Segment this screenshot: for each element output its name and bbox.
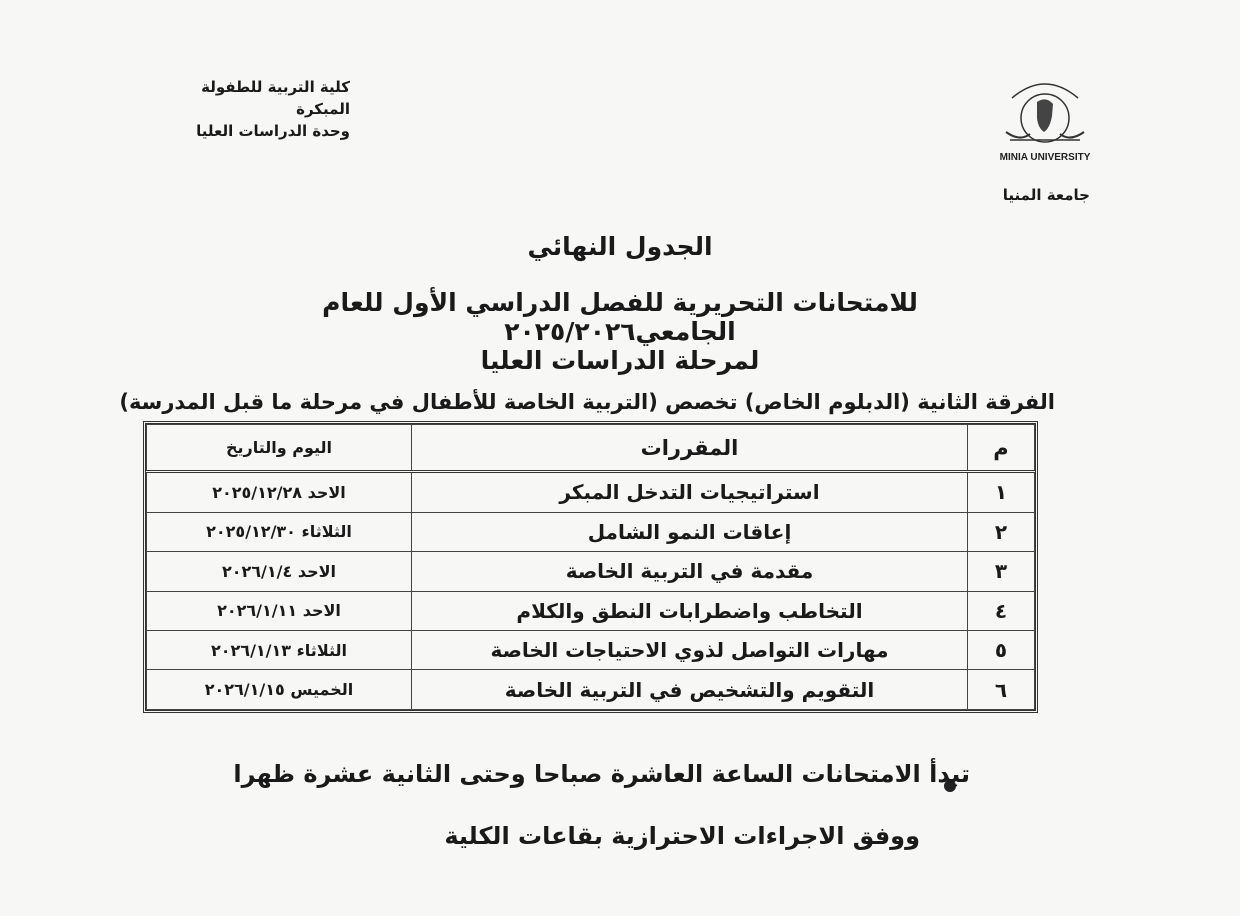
- row-course: التقويم والتشخيص في التربية الخاصة: [412, 670, 968, 710]
- table-row: [147, 512, 1035, 551]
- note-line1: تبدأ الامتحانات الساعة العاشرة صباحا وحتى الثانية عشرة ظهرا: [233, 760, 970, 788]
- row-course: إعاقات النمو الشامل: [412, 512, 968, 551]
- row-date: الاحد ٢٠٢٦/١/٤: [147, 552, 412, 591]
- table-header-row: [147, 425, 1035, 472]
- logo-text: MINIA UNIVERSITY: [999, 152, 1091, 163]
- university-logo: [990, 68, 1100, 166]
- header-course: المقررات: [412, 425, 968, 472]
- table-row: [147, 472, 1035, 513]
- row-date: الاحد ٢٠٢٥/١٢/٢٨: [147, 472, 412, 513]
- row-num: ٤: [968, 591, 1035, 630]
- university-name: جامعة المنيا: [1002, 186, 1090, 204]
- table-row: [147, 591, 1035, 630]
- row-date: الثلاثاء ٢٠٢٦/١/١٣: [147, 630, 412, 669]
- table-row: [147, 630, 1035, 669]
- note-line2: ووفق الاجراءات الاحترازية بقاعات الكلية: [444, 822, 920, 850]
- row-num: ٢: [968, 512, 1035, 551]
- table-row: [147, 552, 1035, 591]
- table-row: [147, 670, 1035, 710]
- row-course: استراتيجيات التدخل المبكر: [412, 472, 968, 513]
- row-course: مهارات التواصل لذوي الاحتياجات الخاصة: [412, 630, 968, 669]
- row-num: ٥: [968, 630, 1035, 669]
- title-line1: الجدول النهائي: [527, 232, 713, 261]
- row-course: مقدمة في التربية الخاصة: [412, 552, 968, 591]
- row-num: ٦: [968, 670, 1035, 710]
- faculty-name: كلية التربية للطفولة المبكرة: [201, 78, 350, 118]
- title-line4: الفرقة الثانية (الدبلوم الخاص) تخصص (التربية الخاصة للأطفال في مرحلة ما قبل المدرسة): [119, 390, 1055, 414]
- minia-logo-icon: [990, 68, 1100, 166]
- title-line2: للامتحانات التحريرية للفصل الدراسي الأول للعام الجامعي٢٠٢٥/٢٠٢٦: [322, 288, 918, 346]
- row-date: الثلاثاء ٢٠٢٥/١٢/٣٠: [147, 512, 412, 551]
- header-num: م: [968, 425, 1035, 472]
- unit-name: وحدة الدراسات العليا: [196, 122, 350, 140]
- row-num: ٣: [968, 552, 1035, 591]
- row-course: التخاطب واضطرابات النطق والكلام: [412, 591, 968, 630]
- row-num: ١: [968, 472, 1035, 513]
- exam-schedule-table: [143, 421, 1038, 713]
- header-date: اليوم والتاريخ: [147, 425, 412, 472]
- title-line3: لمرحلة الدراسات العليا: [480, 346, 760, 375]
- row-date: الخميس ٢٠٢٦/١/١٥: [147, 670, 412, 710]
- row-date: الاحد ٢٠٢٦/١/١١: [147, 591, 412, 630]
- faculty-info: [150, 76, 350, 142]
